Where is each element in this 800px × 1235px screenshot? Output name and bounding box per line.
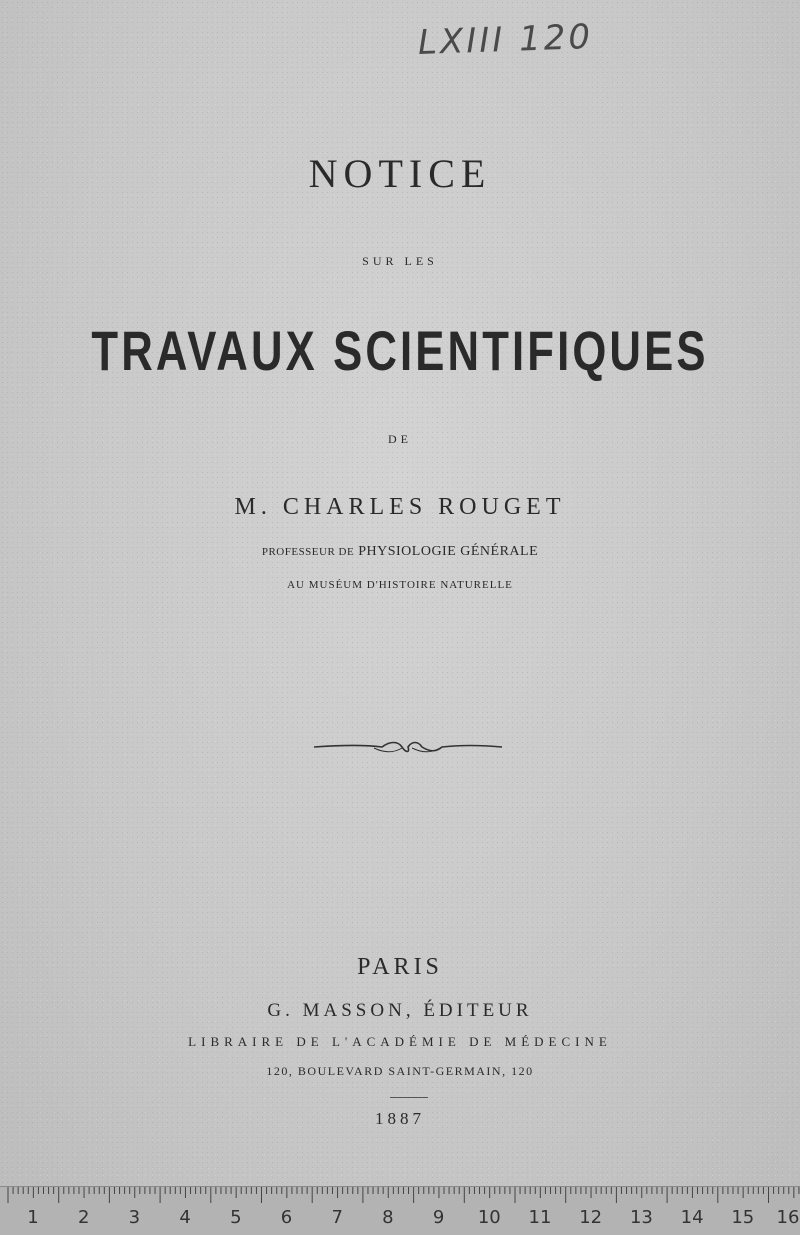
ruler-label: 9 <box>432 1207 445 1228</box>
subheading-sur-les: SUR LES <box>362 254 438 268</box>
position-main: PHYSIOLOGIE GÉNÉRALE <box>358 544 539 559</box>
ruler-label: 14 <box>680 1207 704 1228</box>
handwritten-shelfmark: LXIII 120 <box>417 16 594 64</box>
position-prefix: PROFESSEUR DE <box>261 546 355 558</box>
ruler-label: 15 <box>731 1207 755 1228</box>
ruler-label: 6 <box>280 1207 293 1228</box>
ruler-label: 1 <box>27 1207 39 1228</box>
author-institution: AU MUSÉUM D'HISTOIRE NATURELLE <box>287 579 513 591</box>
ruler-label: 13 <box>629 1207 653 1228</box>
ruler-label: 4 <box>179 1207 191 1228</box>
ruler-label: 7 <box>331 1207 343 1228</box>
ruler-label: 5 <box>230 1207 242 1228</box>
author-position <box>0 544 800 560</box>
ruler-label: 16 <box>776 1207 800 1228</box>
ruler-label: 2 <box>77 1207 90 1228</box>
ruler-label: 12 <box>579 1207 603 1228</box>
subheading-de: DE <box>388 432 412 446</box>
publisher-address: 120, BOULEVARD SAINT-GERMAIN, 120 <box>266 1064 534 1078</box>
publisher-name: G. MASSON, ÉDITEUR <box>267 1000 533 1021</box>
publication-city: PARIS <box>357 954 443 980</box>
short-rule <box>390 1097 428 1098</box>
measurement-ruler <box>0 1186 800 1235</box>
ruler-label: 8 <box>382 1207 394 1228</box>
main-title: TRAVAUX SCIENTIFIQUES <box>91 319 709 382</box>
ruler-label: 10 <box>477 1207 501 1228</box>
ornament-divider <box>312 736 504 758</box>
heading-notice: NOTICE <box>308 151 492 196</box>
author-name: M. CHARLES ROUGET <box>234 494 566 520</box>
publication-year: 1887 <box>375 1109 425 1128</box>
ruler-label: 3 <box>128 1207 141 1228</box>
publisher-title: LIBRAIRE DE L'ACADÉMIE DE MÉDECINE <box>188 1034 612 1049</box>
ruler-label: 11 <box>528 1207 552 1228</box>
